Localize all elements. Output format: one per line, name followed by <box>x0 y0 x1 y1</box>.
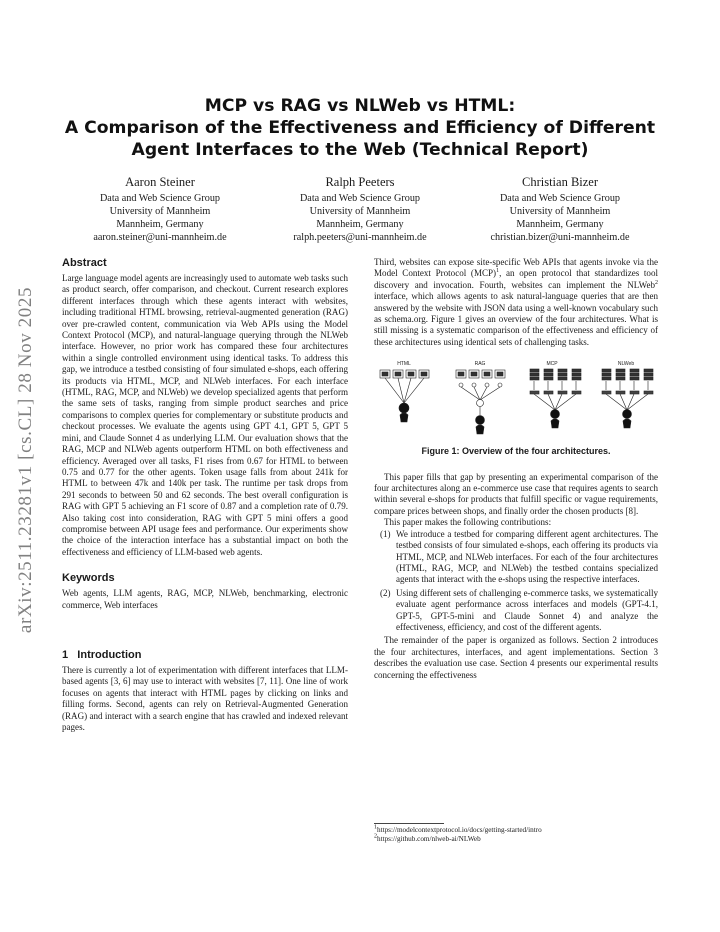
keywords-text: Web agents, LLM agents, RAG, MCP, NLWeb, benchmarking, electronic commerce, Web interfaces <box>62 588 348 610</box>
abstract-text: Large language model agents are increasingly used to automate web tasks such as product search, offer comparison, and checkout. Current research explores different interfaces through which these agents interact with websites, including traditional HTML browsing, retrieval-augmented generation (RAG) over pre-crawled content, communication via Web APIs using the Model Context Protocol (MCP), and natural-language querying through the NLWeb interface. However, no prior work has compared these four architectures within a single controlled environment using identical tasks. To address this gap, we introduce a testbed consisting of four simulated e-shops, each offering its products via HTML, MCP, and NLWeb interfaces. For each interface (HTML, RAG, MCP, and NLWeb) we develop specialized agents that perform the same sets of tasks, ranging from simple product searches and price comparisons to complex queries for complementary or substitute products and checkout processes. We evaluate the agents using GPT 4.1, GPT 5, GPT 5 mini, and Claude Sonnet 4 as underlying LLM. Our evaluation shows that the RAG, MCP and NLWeb agents outperform HTML on both effectiveness and efficiency. Averaged over all tasks, F1 rises from 0.67 for HTML to between 0.75 and 0.77 for the other agents. Token usage falls from about 241k for HTML to between 47k and 140k per task. The runtime per task drops from 291 seconds to between 50 and 62 seconds. The best overall configuration is RAG with GPT 5 achieving an F1 score of 0.87 and a completion rate of 0.79. Also taking cost into consideration, RAG with GPT 5 mini offers a good compromise between API usage fees and performance. Our experiments show the choice of the interaction interface has a substantial impact on both the effectiveness and efficiency of LLM-based web agents. <box>62 273 348 557</box>
nlweb-architecture <box>602 369 653 428</box>
author-email[interactable]: ralph.peeters@uni-mannheim.de <box>293 232 427 243</box>
figure-caption: Figure 1: Overview of the four architectures. <box>421 446 611 457</box>
paper-title: MCP vs RAG vs NLWeb vs HTML: A Comparison of the Effectiveness and Efficiency of Different Agent Interfaces to the Web (Technical Report) <box>64 96 656 160</box>
html-architecture <box>380 370 429 422</box>
author-3: Christian Bizer Data and Web Science Group University of Mannheim Mannheim, Germany christian.bizer@uni-mannheim.de <box>460 174 660 244</box>
footnote-2[interactable]: $^2$https://github.com/nlweb-ai/NLWeb <box>374 833 481 843</box>
author-block <box>60 174 660 244</box>
figure-label-html: HTML <box>397 361 411 368</box>
contribution-intro: This paper fills that gap by presenting an experimental comparison of the four architectures along an e-commerce use case that requires agents to search within several e-shops for products that fulfill specific or vague requirements, compare prices between shops, and finally order the chosen products [8]. <box>374 471 658 516</box>
introduction-text: There is currently a lot of experimentation with different interfaces that LLM-based agents [3, 6] may use to interact with websites [7, 11]. One line of work focuses on agents that interact with HTML pages by clicking on links and filling forms. Second, agents can rely on Retrieval-Augmented Generation (RAG) and interact with a search engine that has crawled and indexed relevant pages. <box>62 664 348 732</box>
keywords-heading: Keywords <box>62 572 115 585</box>
arxiv-stamp: arXiv:2511.23281v1 [cs.CL] 28 Nov 2025 <box>15 286 36 634</box>
contributions-list <box>374 529 658 634</box>
left-column <box>62 257 348 733</box>
abstract-heading: Abstract <box>62 257 107 269</box>
contributions-lead: This paper makes the following contributions: <box>384 517 552 528</box>
footnote-rule <box>374 823 444 824</box>
author-email[interactable]: christian.bizer@uni-mannheim.de <box>490 232 630 243</box>
paper-organization: The remainder of the paper is organized as follows. Section 2 introduces the four architectures, interfaces, and agent implementations. Section 3 describes the evaluation use case. Section 4 presents our experimental results concerning the effectiveness <box>374 635 658 680</box>
intro-continued: Third, websites can expose site-specific Web APIs that agents invoke via the Model Context Protocol (MCP)$^1$, an open protocol that standardizes tool discovery and invocation. Fourth, websites can implement the NLWeb$^2$ interface, which allows agents to ask natural-language queries that are then answered by the website with JSON data using a well-known vocabulary such as schema.org. Figure 1 gives an overview of the four architectures. What is still missing is a systematic comparison of the effectiveness and efficiency of these architectures using identical sets of challenging tasks. <box>374 257 658 347</box>
mcp-architecture <box>530 369 581 428</box>
list-item: (1) We introduce a testbed for comparing different agent architectures. The testbed consists of four simulated e-shops, each offering its products via HTML, MCP, and NLWeb interfaces. For each of the four architectures (HTML, RAG, MCP, and NLWeb) the testbed contains specialized agents that interact with the e-shops using the respective interfaces. <box>380 528 658 585</box>
figure-label-nlweb: NLWeb <box>617 361 635 368</box>
figure-label-rag: RAG <box>474 361 486 368</box>
figure-label-mcp: MCP <box>546 361 558 368</box>
list-item: (2) Using different sets of challenging e-commerce tasks, we systematically evaluate agent performance across interfaces and models (GPT-4.1, GPT-5, GPT-5-mini and Claude Sonnet 4) and analyze the effectiveness, efficiency, and cost of the different agents. <box>380 587 658 632</box>
author-email[interactable]: aaron.steiner@uni-mannheim.de <box>93 232 227 243</box>
author-1: Aaron Steiner Data and Web Science Group University of Mannheim Mannheim, Germany aaron.steiner@uni-mannheim.de <box>60 174 260 244</box>
footnote-1[interactable]: $^1$https://modelcontextprotocol.io/docs/getting-started/intro <box>374 824 542 834</box>
footnotes <box>374 823 658 844</box>
architecture-diagram <box>374 358 658 440</box>
rag-architecture <box>456 370 505 434</box>
author-2: Ralph Peeters Data and Web Science Group University of Mannheim Mannheim, Germany ralph.peeters@uni-mannheim.de <box>260 174 460 244</box>
right-column <box>374 257 658 681</box>
figure-architectures <box>374 358 658 440</box>
introduction-heading: 1 Introduction <box>62 648 142 661</box>
